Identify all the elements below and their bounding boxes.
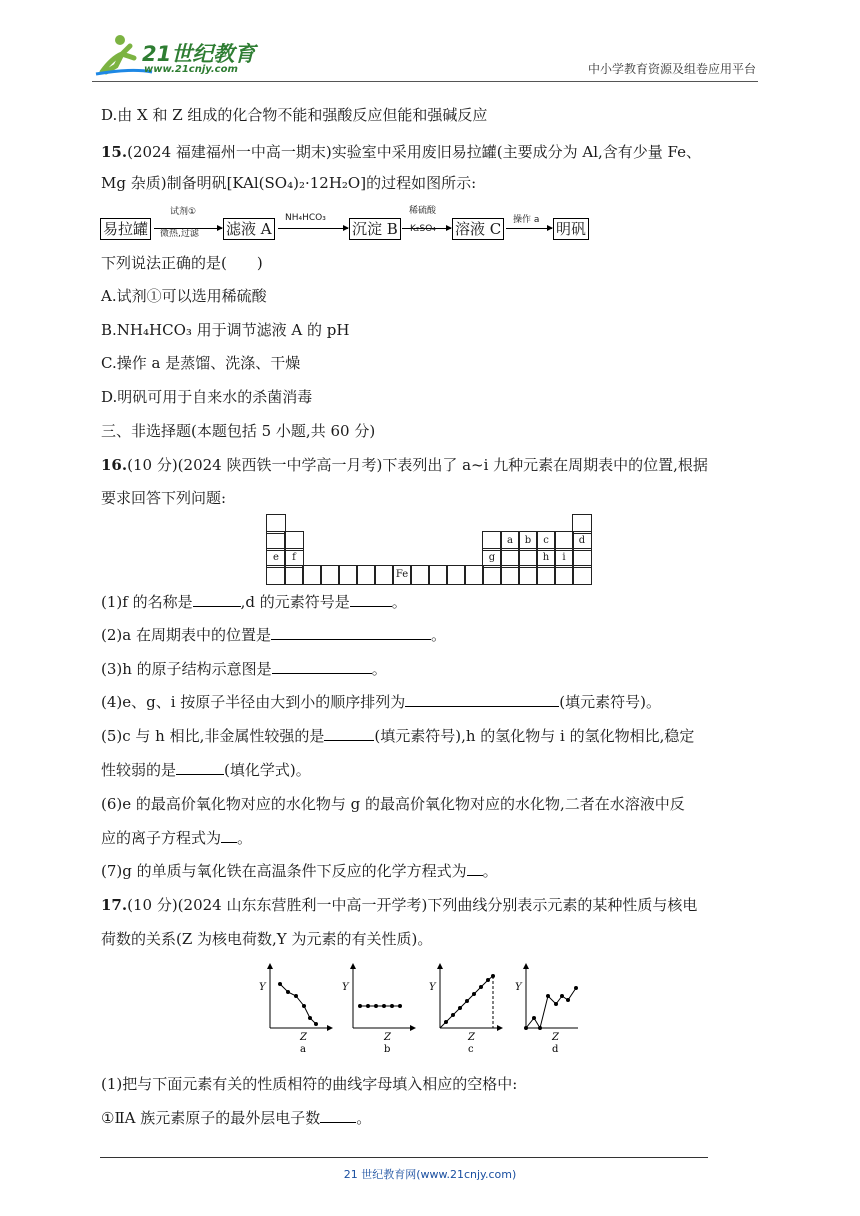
- graph-d-x-label: Z: [552, 1032, 559, 1043]
- answer-blank[interactable]: [193, 592, 241, 607]
- answer-blank[interactable]: [221, 828, 237, 843]
- q17-number: 17.: [101, 896, 128, 914]
- q17-1a-text: ①ⅡA 族元素原子的最外层电子数: [101, 1109, 321, 1127]
- q17-1b-text: 。: [356, 1109, 372, 1127]
- pt-cell-f: f: [284, 548, 304, 568]
- periodic-table-diagram: [266, 514, 594, 580]
- section-3-heading: 三、非选择题(本题包括 5 小题,共 60 分): [101, 422, 376, 440]
- q16-stem-1: [101, 455, 708, 475]
- answer-blank[interactable]: [271, 625, 431, 640]
- flow-box-solution-c: 溶液 C: [452, 218, 504, 240]
- q15-option-b: B.NH₄HCO₃ 用于调节滤液 A 的 pH: [101, 321, 350, 339]
- q16-stem-2: 要求回答下列问题:: [101, 489, 227, 507]
- pt-cell: [464, 565, 484, 585]
- flow-arrow-2: [278, 228, 348, 229]
- q16-3-text-a: (3)h 的原子结构示意图是: [101, 660, 272, 678]
- q16-4-text-b: (填元素符号)。: [559, 693, 662, 711]
- q16-5-text-a: (5)c 与 h 相比,非金属性较强的是: [101, 727, 325, 745]
- process-flow-diagram: [100, 196, 600, 244]
- q15-stem-1: [101, 142, 701, 162]
- q16-5-text-b: (填元素符号),h 的氢化物与 i 的氢化物相比,稳定: [374, 727, 695, 745]
- graph-d-name: d: [552, 1044, 559, 1055]
- pt-cell-i: i: [554, 548, 574, 568]
- q15-ask: 下列说法正确的是( ): [101, 254, 263, 272]
- answer-blank[interactable]: [324, 726, 374, 741]
- q15-number: 15.: [101, 143, 128, 161]
- pt-cell-g: g: [482, 548, 502, 568]
- q17-part-1-item-1: [101, 1108, 371, 1128]
- property-curves-figure: [258, 960, 578, 1060]
- pt-cell: [374, 565, 394, 585]
- graph-c-y-label: Y: [429, 982, 436, 993]
- q16-5-text-d: (填化学式)。: [224, 761, 311, 779]
- graph-a: [259, 966, 330, 1055]
- graph-c-name: c: [468, 1044, 474, 1055]
- pt-cell-c: c: [536, 531, 556, 551]
- platform-name: 中小学教育资源及组卷应用平台: [587, 62, 756, 76]
- flow-box-precipitate-b: 沉淀 B: [349, 218, 401, 240]
- graph-b-y-label: Y: [342, 982, 349, 993]
- flow-box-can: 易拉罐: [100, 218, 151, 240]
- curves-svg: [258, 960, 578, 1060]
- q15-option-d: D.明矾可用于自来水的杀菌消毒: [101, 388, 313, 406]
- pt-cell: [536, 565, 556, 585]
- pt-cell-fe: Fe: [392, 565, 412, 585]
- q16-7-text-b: 。: [482, 862, 498, 880]
- pt-cell: [554, 565, 574, 585]
- pt-cell-a: a: [500, 531, 520, 551]
- site-logo: [92, 32, 262, 80]
- q16-part-3: [101, 659, 387, 679]
- q15-stem-2: Mg 杂质)制备明矾[KAl(SO₄)₂·12H₂O]的过程如图所示:: [101, 174, 477, 192]
- pt-cell: [518, 565, 538, 585]
- answer-blank[interactable]: [350, 592, 392, 607]
- pt-cell: [302, 565, 322, 585]
- flow-label-operation: 操作 a: [513, 215, 540, 225]
- q17-stem-1: [101, 895, 697, 915]
- logo-text: 21世纪教育: [142, 42, 256, 66]
- pt-cell: [284, 565, 304, 585]
- q16-1-text-c: 。: [391, 593, 407, 611]
- graph-b-name: b: [384, 1044, 391, 1055]
- flow-box-alum: 明矾: [553, 218, 589, 240]
- q16-part-6-line2: [101, 828, 252, 848]
- q16-part-2: [101, 625, 446, 645]
- q16-7-text-a: (7)g 的单质与氧化铁在高温条件下反应的化学方程式为: [101, 862, 467, 880]
- pt-cell: [482, 565, 502, 585]
- footer-text[interactable]: 21 世纪教育网(www.21cnjy.com): [343, 1168, 517, 1181]
- q16-text-a: (10 分)(2024 陕西铁一中学高一月考)下表列出了 a~i 九种元素在周期表中的位置,根据: [127, 456, 708, 474]
- answer-blank[interactable]: [272, 659, 372, 674]
- pt-cell: [320, 565, 340, 585]
- q17-text-a: (10 分)(2024 山东东营胜利一中高一开学考)下列曲线分别表示元素的某种性质与核电: [127, 896, 698, 914]
- logo-url: www.21cnjy.com: [144, 64, 238, 75]
- flow-box-filtrate-a: 滤液 A: [223, 218, 275, 240]
- answer-blank[interactable]: [405, 692, 559, 707]
- graph-a-name: a: [300, 1044, 306, 1055]
- pt-cell: [500, 565, 520, 585]
- q16-6-text-c: 。: [237, 829, 253, 847]
- q16-1-text-b: ,d 的元素符号是: [240, 593, 350, 611]
- flow-label-acid: 稀硫酸: [409, 206, 437, 216]
- graph-d-y-label: Y: [515, 982, 522, 993]
- answer-blank[interactable]: [176, 760, 224, 775]
- pt-cell-e: e: [266, 548, 286, 568]
- q16-part-7: [101, 861, 498, 881]
- answer-blank[interactable]: [320, 1108, 356, 1123]
- q16-5-text-c: 性较弱的是: [101, 761, 177, 779]
- graph-b: [342, 966, 413, 1055]
- q17-stem-2: 荷数的关系(Z 为核电荷数,Y 为元素的有关性质)。: [101, 930, 433, 948]
- graph-a-y-label: Y: [259, 982, 266, 993]
- footer-divider: [100, 1157, 708, 1158]
- q16-part-5-line2: [101, 760, 311, 780]
- pt-cell: [428, 565, 448, 585]
- pt-cell: [572, 565, 592, 585]
- graph-d: [515, 966, 578, 1055]
- q15-option-c: C.操作 a 是蒸馏、洗涤、干燥: [101, 354, 301, 372]
- pt-cell-d: d: [572, 531, 592, 551]
- header-divider: [92, 81, 758, 82]
- answer-blank[interactable]: [467, 861, 483, 876]
- flow-label-filter: 微热,过滤: [160, 229, 199, 239]
- graph-b-x-label: Z: [384, 1032, 391, 1043]
- q15-text-a: (2024 福建福州一中高一期末)实验室中采用废旧易拉罐(主要成分为 Al,含有少量 Fe、: [127, 143, 702, 161]
- q16-3-text-b: 。: [371, 660, 387, 678]
- flow-label-k2so4: K₂SO₄: [410, 224, 436, 234]
- graph-c-x-label: Z: [468, 1032, 475, 1043]
- q16-1-text-a: (1)f 的名称是: [101, 593, 193, 611]
- q15-option-a: A.试剂①可以选用稀硫酸: [101, 287, 267, 305]
- q16-part-1: [101, 592, 407, 612]
- pt-cell: [338, 565, 358, 585]
- graph-c: [429, 966, 500, 1055]
- q16-number: 16.: [101, 456, 128, 474]
- option-d-line: D.由 X 和 Z 组成的化合物不能和强酸反应但能和强碱反应: [101, 106, 488, 124]
- flow-arrow-4: [506, 228, 552, 229]
- pt-cell: [446, 565, 466, 585]
- q16-6-text-b: 应的离子方程式为: [101, 829, 222, 847]
- q16-2-text-a: (2)a 在周期表中的位置是: [101, 626, 271, 644]
- q17-part-1: (1)把与下面元素有关的性质相符的曲线字母填入相应的空格中:: [101, 1075, 518, 1093]
- pt-cell: [356, 565, 376, 585]
- q16-4-text-a: (4)e、g、i 按原子半径由大到小的顺序排列为: [101, 693, 406, 711]
- graph-a-x-label: Z: [300, 1032, 307, 1043]
- pt-cell-h: h: [536, 548, 556, 568]
- pt-cell-b: b: [518, 531, 538, 551]
- q16-2-text-b: 。: [430, 626, 446, 644]
- q16-part-6-line1: (6)e 的最高价氧化物对应的水化物与 g 的最高价氧化物对应的水化物,二者在水溶液中反: [101, 795, 685, 813]
- flow-label-nh4hco3: NH₄HCO₃: [285, 213, 326, 223]
- pt-cell: [410, 565, 430, 585]
- q16-part-4: [101, 692, 661, 712]
- flow-label-reagent: 试剂①: [170, 207, 197, 217]
- q16-part-5-line1: [101, 726, 694, 746]
- pt-cell: [266, 565, 286, 585]
